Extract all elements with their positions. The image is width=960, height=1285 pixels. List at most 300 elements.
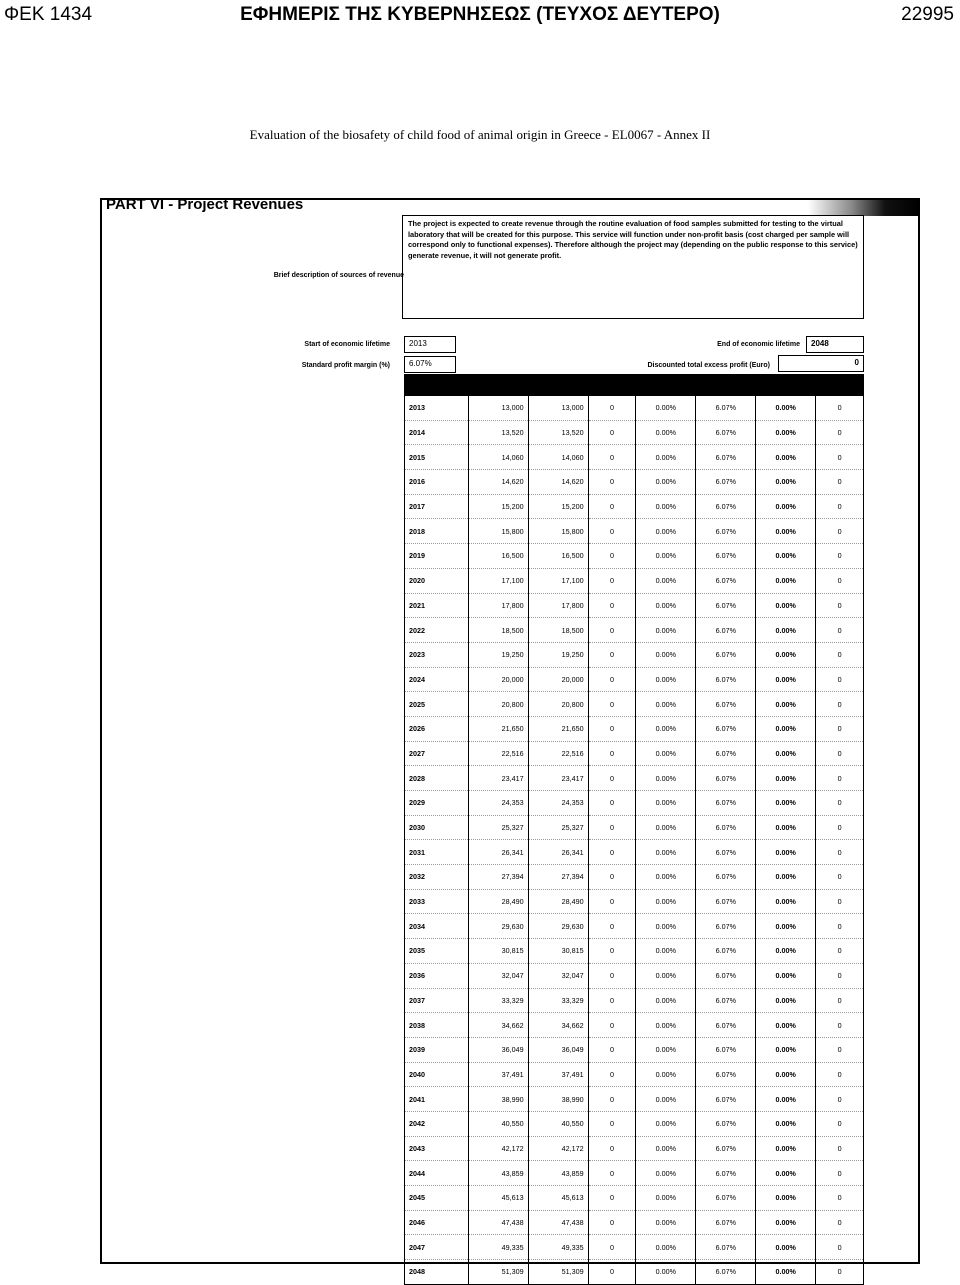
excess-margin-cell: 0.00% <box>756 544 816 569</box>
expense-cell: 45,613 <box>528 1186 588 1211</box>
discounted-excess-cell: 0 <box>816 1235 864 1260</box>
expense-cell: 19,250 <box>528 642 588 667</box>
standard-margin-cell: 6.07% <box>696 396 756 421</box>
table-row <box>405 470 864 495</box>
table-row <box>405 1136 864 1161</box>
excess-margin-cell: 0.00% <box>756 692 816 717</box>
page-number: 22995 <box>901 4 954 25</box>
excess-margin-cell: 0.00% <box>756 1087 816 1112</box>
profit-margin-cell: 0.00% <box>636 1161 696 1186</box>
revenue-cell: 27,394 <box>468 865 528 890</box>
revenue-cell: 17,800 <box>468 593 528 618</box>
revenue-cell: 40,550 <box>468 1111 528 1136</box>
year-cell: 2017 <box>405 494 469 519</box>
discounted-excess-cell: 0 <box>816 692 864 717</box>
revenue-cell: 14,620 <box>468 470 528 495</box>
profit-cell: 0 <box>588 396 636 421</box>
discounted-excess-cell: 0 <box>816 470 864 495</box>
standard-margin-cell: 6.07% <box>696 568 756 593</box>
expense-cell: 15,200 <box>528 494 588 519</box>
table-row <box>405 494 864 519</box>
document-subtitle: Evaluation of the biosafety of child food of animal origin in Greece - EL0067 - Annex II <box>249 127 711 142</box>
table-row <box>405 815 864 840</box>
profit-cell: 0 <box>588 1087 636 1112</box>
profit-margin-cell: 0.00% <box>636 939 696 964</box>
profit-margin-cell: 0.00% <box>636 667 696 692</box>
discounted-excess-cell: 0 <box>816 1161 864 1186</box>
standard-margin-cell: 6.07% <box>696 889 756 914</box>
profit-cell: 0 <box>588 1260 636 1285</box>
column-header <box>528 375 588 396</box>
year-cell: 2014 <box>405 420 469 445</box>
year-cell: 2029 <box>405 791 469 816</box>
standard-margin-cell: 6.07% <box>696 791 756 816</box>
year-cell: 2047 <box>405 1235 469 1260</box>
discounted-excess-cell: 0 <box>816 741 864 766</box>
discounted-excess-cell: 0 <box>816 988 864 1013</box>
column-header <box>816 375 864 396</box>
excess-margin-cell: 0.00% <box>756 1260 816 1285</box>
column-header <box>636 375 696 396</box>
revenue-cell: 20,800 <box>468 692 528 717</box>
standard-margin-cell: 6.07% <box>696 815 756 840</box>
excess-margin-cell: 0.00% <box>756 840 816 865</box>
expense-cell: 24,353 <box>528 791 588 816</box>
column-header <box>468 375 528 396</box>
excess-margin-cell: 0.00% <box>756 470 816 495</box>
table-row <box>405 741 864 766</box>
profit-margin-cell: 0.00% <box>636 1013 696 1038</box>
profit-margin-cell: 0.00% <box>636 840 696 865</box>
revenue-cell: 45,613 <box>468 1186 528 1211</box>
profit-cell: 0 <box>588 1235 636 1260</box>
revenue-cell: 24,353 <box>468 791 528 816</box>
year-cell: 2036 <box>405 963 469 988</box>
standard-margin-cell: 6.07% <box>696 1136 756 1161</box>
profit-cell: 0 <box>588 1062 636 1087</box>
standard-margin-cell: 6.07% <box>696 914 756 939</box>
profit-cell: 0 <box>588 840 636 865</box>
revenue-cell: 23,417 <box>468 766 528 791</box>
standard-margin-cell: 6.07% <box>696 939 756 964</box>
excess-margin-cell: 0.00% <box>756 1161 816 1186</box>
excess-margin-cell: 0.00% <box>756 1111 816 1136</box>
discounted-excess-cell: 0 <box>816 963 864 988</box>
discounted-profit-label: Discounted total excess profit (Euro) <box>647 362 770 369</box>
profit-margin-cell: 0.00% <box>636 396 696 421</box>
profit-margin-cell: 0.00% <box>636 445 696 470</box>
year-cell: 2046 <box>405 1210 469 1235</box>
profit-cell: 0 <box>588 519 636 544</box>
profit-cell: 0 <box>588 988 636 1013</box>
profit-cell: 0 <box>588 766 636 791</box>
excess-margin-cell: 0.00% <box>756 815 816 840</box>
part-title: PART VI - Project Revenues <box>106 196 304 213</box>
profit-margin-cell: 0.00% <box>636 642 696 667</box>
expense-cell: 17,800 <box>528 593 588 618</box>
profit-margin-cell: 0.00% <box>636 1136 696 1161</box>
profit-margin-cell: 0.00% <box>636 1235 696 1260</box>
revenue-cell: 49,335 <box>468 1235 528 1260</box>
excess-margin-cell: 0.00% <box>756 791 816 816</box>
expense-cell: 43,859 <box>528 1161 588 1186</box>
discounted-profit-value: 0 <box>778 355 864 372</box>
discounted-excess-cell: 0 <box>816 544 864 569</box>
discounted-excess-cell: 0 <box>816 1037 864 1062</box>
expense-cell: 21,650 <box>528 716 588 741</box>
revenue-cell: 20,000 <box>468 667 528 692</box>
discounted-excess-cell: 0 <box>816 791 864 816</box>
expense-cell: 34,662 <box>528 1013 588 1038</box>
profit-cell: 0 <box>588 939 636 964</box>
profit-cell: 0 <box>588 445 636 470</box>
revenue-cell: 15,800 <box>468 519 528 544</box>
profit-margin-cell: 0.00% <box>636 1062 696 1087</box>
discounted-excess-cell: 0 <box>816 1136 864 1161</box>
year-cell: 2039 <box>405 1037 469 1062</box>
discounted-excess-cell: 0 <box>816 1210 864 1235</box>
expense-cell: 42,172 <box>528 1136 588 1161</box>
standard-margin-cell: 6.07% <box>696 1186 756 1211</box>
profit-margin-cell: 0.00% <box>636 618 696 643</box>
column-header <box>756 375 816 396</box>
expense-cell: 47,438 <box>528 1210 588 1235</box>
expense-cell: 25,327 <box>528 815 588 840</box>
year-cell: 2018 <box>405 519 469 544</box>
profit-margin-cell: 0.00% <box>636 1037 696 1062</box>
expense-cell: 37,491 <box>528 1062 588 1087</box>
standard-margin-cell: 6.07% <box>696 618 756 643</box>
profit-cell: 0 <box>588 1013 636 1038</box>
year-cell: 2037 <box>405 988 469 1013</box>
discounted-excess-cell: 0 <box>816 494 864 519</box>
table-row <box>405 1037 864 1062</box>
profit-cell: 0 <box>588 593 636 618</box>
profit-margin-cell: 0.00% <box>636 889 696 914</box>
excess-margin-cell: 0.00% <box>756 396 816 421</box>
standard-margin-cell: 6.07% <box>696 692 756 717</box>
standard-margin-cell: 6.07% <box>696 470 756 495</box>
discounted-excess-cell: 0 <box>816 865 864 890</box>
expense-cell: 32,047 <box>528 963 588 988</box>
year-cell: 2030 <box>405 815 469 840</box>
standard-margin-cell: 6.07% <box>696 445 756 470</box>
year-cell: 2015 <box>405 445 469 470</box>
discounted-excess-cell: 0 <box>816 642 864 667</box>
discounted-excess-cell: 0 <box>816 1260 864 1285</box>
standard-margin-cell: 6.07% <box>696 1111 756 1136</box>
standard-margin-cell: 6.07% <box>696 642 756 667</box>
excess-margin-cell: 0.00% <box>756 420 816 445</box>
profit-cell: 0 <box>588 1210 636 1235</box>
table-row <box>405 766 864 791</box>
excess-margin-cell: 0.00% <box>756 1235 816 1260</box>
standard-margin-cell: 6.07% <box>696 766 756 791</box>
year-cell: 2023 <box>405 642 469 667</box>
year-cell: 2021 <box>405 593 469 618</box>
profit-margin-cell: 0.00% <box>636 716 696 741</box>
profit-cell: 0 <box>588 667 636 692</box>
excess-margin-cell: 0.00% <box>756 618 816 643</box>
excess-margin-cell: 0.00% <box>756 445 816 470</box>
end-lifetime-label: End of economic lifetime <box>717 341 800 348</box>
year-cell: 2041 <box>405 1087 469 1112</box>
year-cell: 2040 <box>405 1062 469 1087</box>
profit-margin-value: 6.07% <box>404 356 456 373</box>
standard-margin-cell: 6.07% <box>696 420 756 445</box>
revenue-cell: 38,990 <box>468 1087 528 1112</box>
profit-cell: 0 <box>588 815 636 840</box>
table-row <box>405 1235 864 1260</box>
table-row <box>405 963 864 988</box>
year-cell: 2027 <box>405 741 469 766</box>
standard-margin-cell: 6.07% <box>696 1235 756 1260</box>
standard-margin-cell: 6.07% <box>696 865 756 890</box>
expense-cell: 30,815 <box>528 939 588 964</box>
year-cell: 2016 <box>405 470 469 495</box>
discounted-excess-cell: 0 <box>816 1087 864 1112</box>
expense-cell: 20,000 <box>528 667 588 692</box>
expense-cell: 23,417 <box>528 766 588 791</box>
table-header-row <box>405 375 864 396</box>
expense-cell: 27,394 <box>528 865 588 890</box>
revenue-cell: 28,490 <box>468 889 528 914</box>
standard-margin-cell: 6.07% <box>696 667 756 692</box>
profit-margin-cell: 0.00% <box>636 914 696 939</box>
table-row <box>405 568 864 593</box>
excess-margin-cell: 0.00% <box>756 1037 816 1062</box>
profit-margin-cell: 0.00% <box>636 865 696 890</box>
year-cell: 2044 <box>405 1161 469 1186</box>
profit-margin-cell: 0.00% <box>636 519 696 544</box>
table-row <box>405 1111 864 1136</box>
discounted-excess-cell: 0 <box>816 1013 864 1038</box>
revenue-cell: 25,327 <box>468 815 528 840</box>
description-label: Brief description of sources of revenue <box>273 272 404 279</box>
description-box: The project is expected to create revenue through the routine evaluation of food samples submitted for testing to the virtual laboratory that will be created for this purpose. This service will function under non-profit basis (cost charged per sample will correspond only to functional expenses). Therefore although the project may (depending on the public response to this service) generate revenue, it will not generate profit. <box>402 215 864 319</box>
year-cell: 2038 <box>405 1013 469 1038</box>
year-cell: 2028 <box>405 766 469 791</box>
expense-cell: 22,516 <box>528 741 588 766</box>
expense-cell: 20,800 <box>528 692 588 717</box>
revenue-cell: 26,341 <box>468 840 528 865</box>
year-cell: 2024 <box>405 667 469 692</box>
year-cell: 2019 <box>405 544 469 569</box>
year-cell: 2020 <box>405 568 469 593</box>
table-row <box>405 1013 864 1038</box>
profit-cell: 0 <box>588 1111 636 1136</box>
excess-margin-cell: 0.00% <box>756 741 816 766</box>
discounted-excess-cell: 0 <box>816 840 864 865</box>
expense-cell: 51,309 <box>528 1260 588 1285</box>
discounted-excess-cell: 0 <box>816 1111 864 1136</box>
profit-margin-cell: 0.00% <box>636 741 696 766</box>
excess-margin-cell: 0.00% <box>756 1013 816 1038</box>
expense-cell: 13,000 <box>528 396 588 421</box>
table-row <box>405 914 864 939</box>
year-cell: 2025 <box>405 692 469 717</box>
standard-margin-cell: 6.07% <box>696 1260 756 1285</box>
table-row <box>405 716 864 741</box>
expense-cell: 14,060 <box>528 445 588 470</box>
year-cell: 2026 <box>405 716 469 741</box>
profit-margin-cell: 0.00% <box>636 1087 696 1112</box>
revenue-cell: 32,047 <box>468 963 528 988</box>
profit-margin-cell: 0.00% <box>636 988 696 1013</box>
profit-cell: 0 <box>588 420 636 445</box>
standard-margin-cell: 6.07% <box>696 593 756 618</box>
discounted-excess-cell: 0 <box>816 889 864 914</box>
standard-margin-cell: 6.07% <box>696 519 756 544</box>
profit-cell: 0 <box>588 470 636 495</box>
excess-margin-cell: 0.00% <box>756 568 816 593</box>
standard-margin-cell: 6.07% <box>696 494 756 519</box>
profit-margin-cell: 0.00% <box>636 963 696 988</box>
excess-margin-cell: 0.00% <box>756 963 816 988</box>
year-cell: 2013 <box>405 396 469 421</box>
profit-margin-cell: 0.00% <box>636 1210 696 1235</box>
revenue-cell: 17,100 <box>468 568 528 593</box>
excess-margin-cell: 0.00% <box>756 939 816 964</box>
gazette-title: ΕΦΗΜΕΡΙΣ ΤΗΣ ΚΥΒΕΡΝΗΣΕΩΣ (ΤΕΥΧΟΣ ΔΕΥΤΕΡΟ) <box>240 4 720 25</box>
profit-cell: 0 <box>588 1186 636 1211</box>
revenue-cell: 37,491 <box>468 1062 528 1087</box>
discounted-excess-cell: 0 <box>816 716 864 741</box>
excess-margin-cell: 0.00% <box>756 716 816 741</box>
table-row <box>405 1186 864 1211</box>
excess-margin-cell: 0.00% <box>756 865 816 890</box>
revenue-cell: 43,859 <box>468 1161 528 1186</box>
discounted-excess-cell: 0 <box>816 396 864 421</box>
revenue-cell: 14,060 <box>468 445 528 470</box>
table-row <box>405 667 864 692</box>
profit-cell: 0 <box>588 618 636 643</box>
standard-margin-cell: 6.07% <box>696 1161 756 1186</box>
profit-cell: 0 <box>588 642 636 667</box>
table-row <box>405 420 864 445</box>
standard-margin-cell: 6.07% <box>696 716 756 741</box>
column-header <box>405 375 469 396</box>
expense-cell: 16,500 <box>528 544 588 569</box>
profit-cell: 0 <box>588 1136 636 1161</box>
excess-margin-cell: 0.00% <box>756 766 816 791</box>
expense-cell: 33,329 <box>528 988 588 1013</box>
discounted-excess-cell: 0 <box>816 939 864 964</box>
excess-margin-cell: 0.00% <box>756 1062 816 1087</box>
table-row <box>405 593 864 618</box>
end-lifetime-value: 2048 <box>806 336 864 353</box>
year-cell: 2048 <box>405 1260 469 1285</box>
table-row <box>405 791 864 816</box>
discounted-excess-cell: 0 <box>816 1062 864 1087</box>
profit-margin-cell: 0.00% <box>636 593 696 618</box>
year-cell: 2032 <box>405 865 469 890</box>
revenue-cell: 16,500 <box>468 544 528 569</box>
excess-margin-cell: 0.00% <box>756 988 816 1013</box>
table-row <box>405 988 864 1013</box>
column-header <box>696 375 756 396</box>
profit-cell: 0 <box>588 692 636 717</box>
excess-margin-cell: 0.00% <box>756 494 816 519</box>
expense-cell: 17,100 <box>528 568 588 593</box>
year-cell: 2031 <box>405 840 469 865</box>
revenue-cell: 47,438 <box>468 1210 528 1235</box>
profit-margin-cell: 0.00% <box>636 494 696 519</box>
revenue-cell: 42,172 <box>468 1136 528 1161</box>
profit-margin-cell: 0.00% <box>636 815 696 840</box>
profit-cell: 0 <box>588 914 636 939</box>
discounted-excess-cell: 0 <box>816 568 864 593</box>
revenue-cell: 30,815 <box>468 939 528 964</box>
standard-margin-cell: 6.07% <box>696 1062 756 1087</box>
expense-cell: 38,990 <box>528 1087 588 1112</box>
revenue-cell: 13,000 <box>468 396 528 421</box>
table-body <box>405 396 864 1285</box>
excess-margin-cell: 0.00% <box>756 1210 816 1235</box>
profit-cell: 0 <box>588 716 636 741</box>
profit-cell: 0 <box>588 741 636 766</box>
standard-margin-cell: 6.07% <box>696 1210 756 1235</box>
standard-margin-cell: 6.07% <box>696 840 756 865</box>
standard-margin-cell: 6.07% <box>696 963 756 988</box>
scan-artifact <box>808 200 918 216</box>
revenue-cell: 34,662 <box>468 1013 528 1038</box>
expense-cell: 28,490 <box>528 889 588 914</box>
expense-cell: 40,550 <box>528 1111 588 1136</box>
revenue-cell: 21,650 <box>468 716 528 741</box>
excess-margin-cell: 0.00% <box>756 593 816 618</box>
discounted-excess-cell: 0 <box>816 618 864 643</box>
discounted-excess-cell: 0 <box>816 914 864 939</box>
excess-margin-cell: 0.00% <box>756 914 816 939</box>
expense-cell: 18,500 <box>528 618 588 643</box>
year-cell: 2033 <box>405 889 469 914</box>
table-row <box>405 889 864 914</box>
revenue-cell: 19,250 <box>468 642 528 667</box>
discounted-excess-cell: 0 <box>816 593 864 618</box>
expense-cell: 15,800 <box>528 519 588 544</box>
expense-cell: 36,049 <box>528 1037 588 1062</box>
revenue-cell: 13,520 <box>468 420 528 445</box>
discounted-excess-cell: 0 <box>816 667 864 692</box>
revenue-cell: 29,630 <box>468 914 528 939</box>
start-lifetime-label: Start of economic lifetime <box>304 341 390 348</box>
profit-margin-cell: 0.00% <box>636 470 696 495</box>
discounted-excess-cell: 0 <box>816 420 864 445</box>
standard-margin-cell: 6.07% <box>696 988 756 1013</box>
year-cell: 2043 <box>405 1136 469 1161</box>
standard-margin-cell: 6.07% <box>696 1013 756 1038</box>
revenue-cell: 18,500 <box>468 618 528 643</box>
year-cell: 2022 <box>405 618 469 643</box>
profit-cell: 0 <box>588 1037 636 1062</box>
expense-cell: 49,335 <box>528 1235 588 1260</box>
excess-margin-cell: 0.00% <box>756 889 816 914</box>
discounted-excess-cell: 0 <box>816 766 864 791</box>
table-row <box>405 642 864 667</box>
expense-cell: 13,520 <box>528 420 588 445</box>
standard-margin-cell: 6.07% <box>696 544 756 569</box>
page-header <box>0 2 960 32</box>
profit-cell: 0 <box>588 1161 636 1186</box>
profit-cell: 0 <box>588 791 636 816</box>
discounted-excess-cell: 0 <box>816 1186 864 1211</box>
table-row <box>405 618 864 643</box>
profit-margin-cell: 0.00% <box>636 1260 696 1285</box>
revenue-cell: 36,049 <box>468 1037 528 1062</box>
table-row <box>405 1161 864 1186</box>
profit-cell: 0 <box>588 568 636 593</box>
